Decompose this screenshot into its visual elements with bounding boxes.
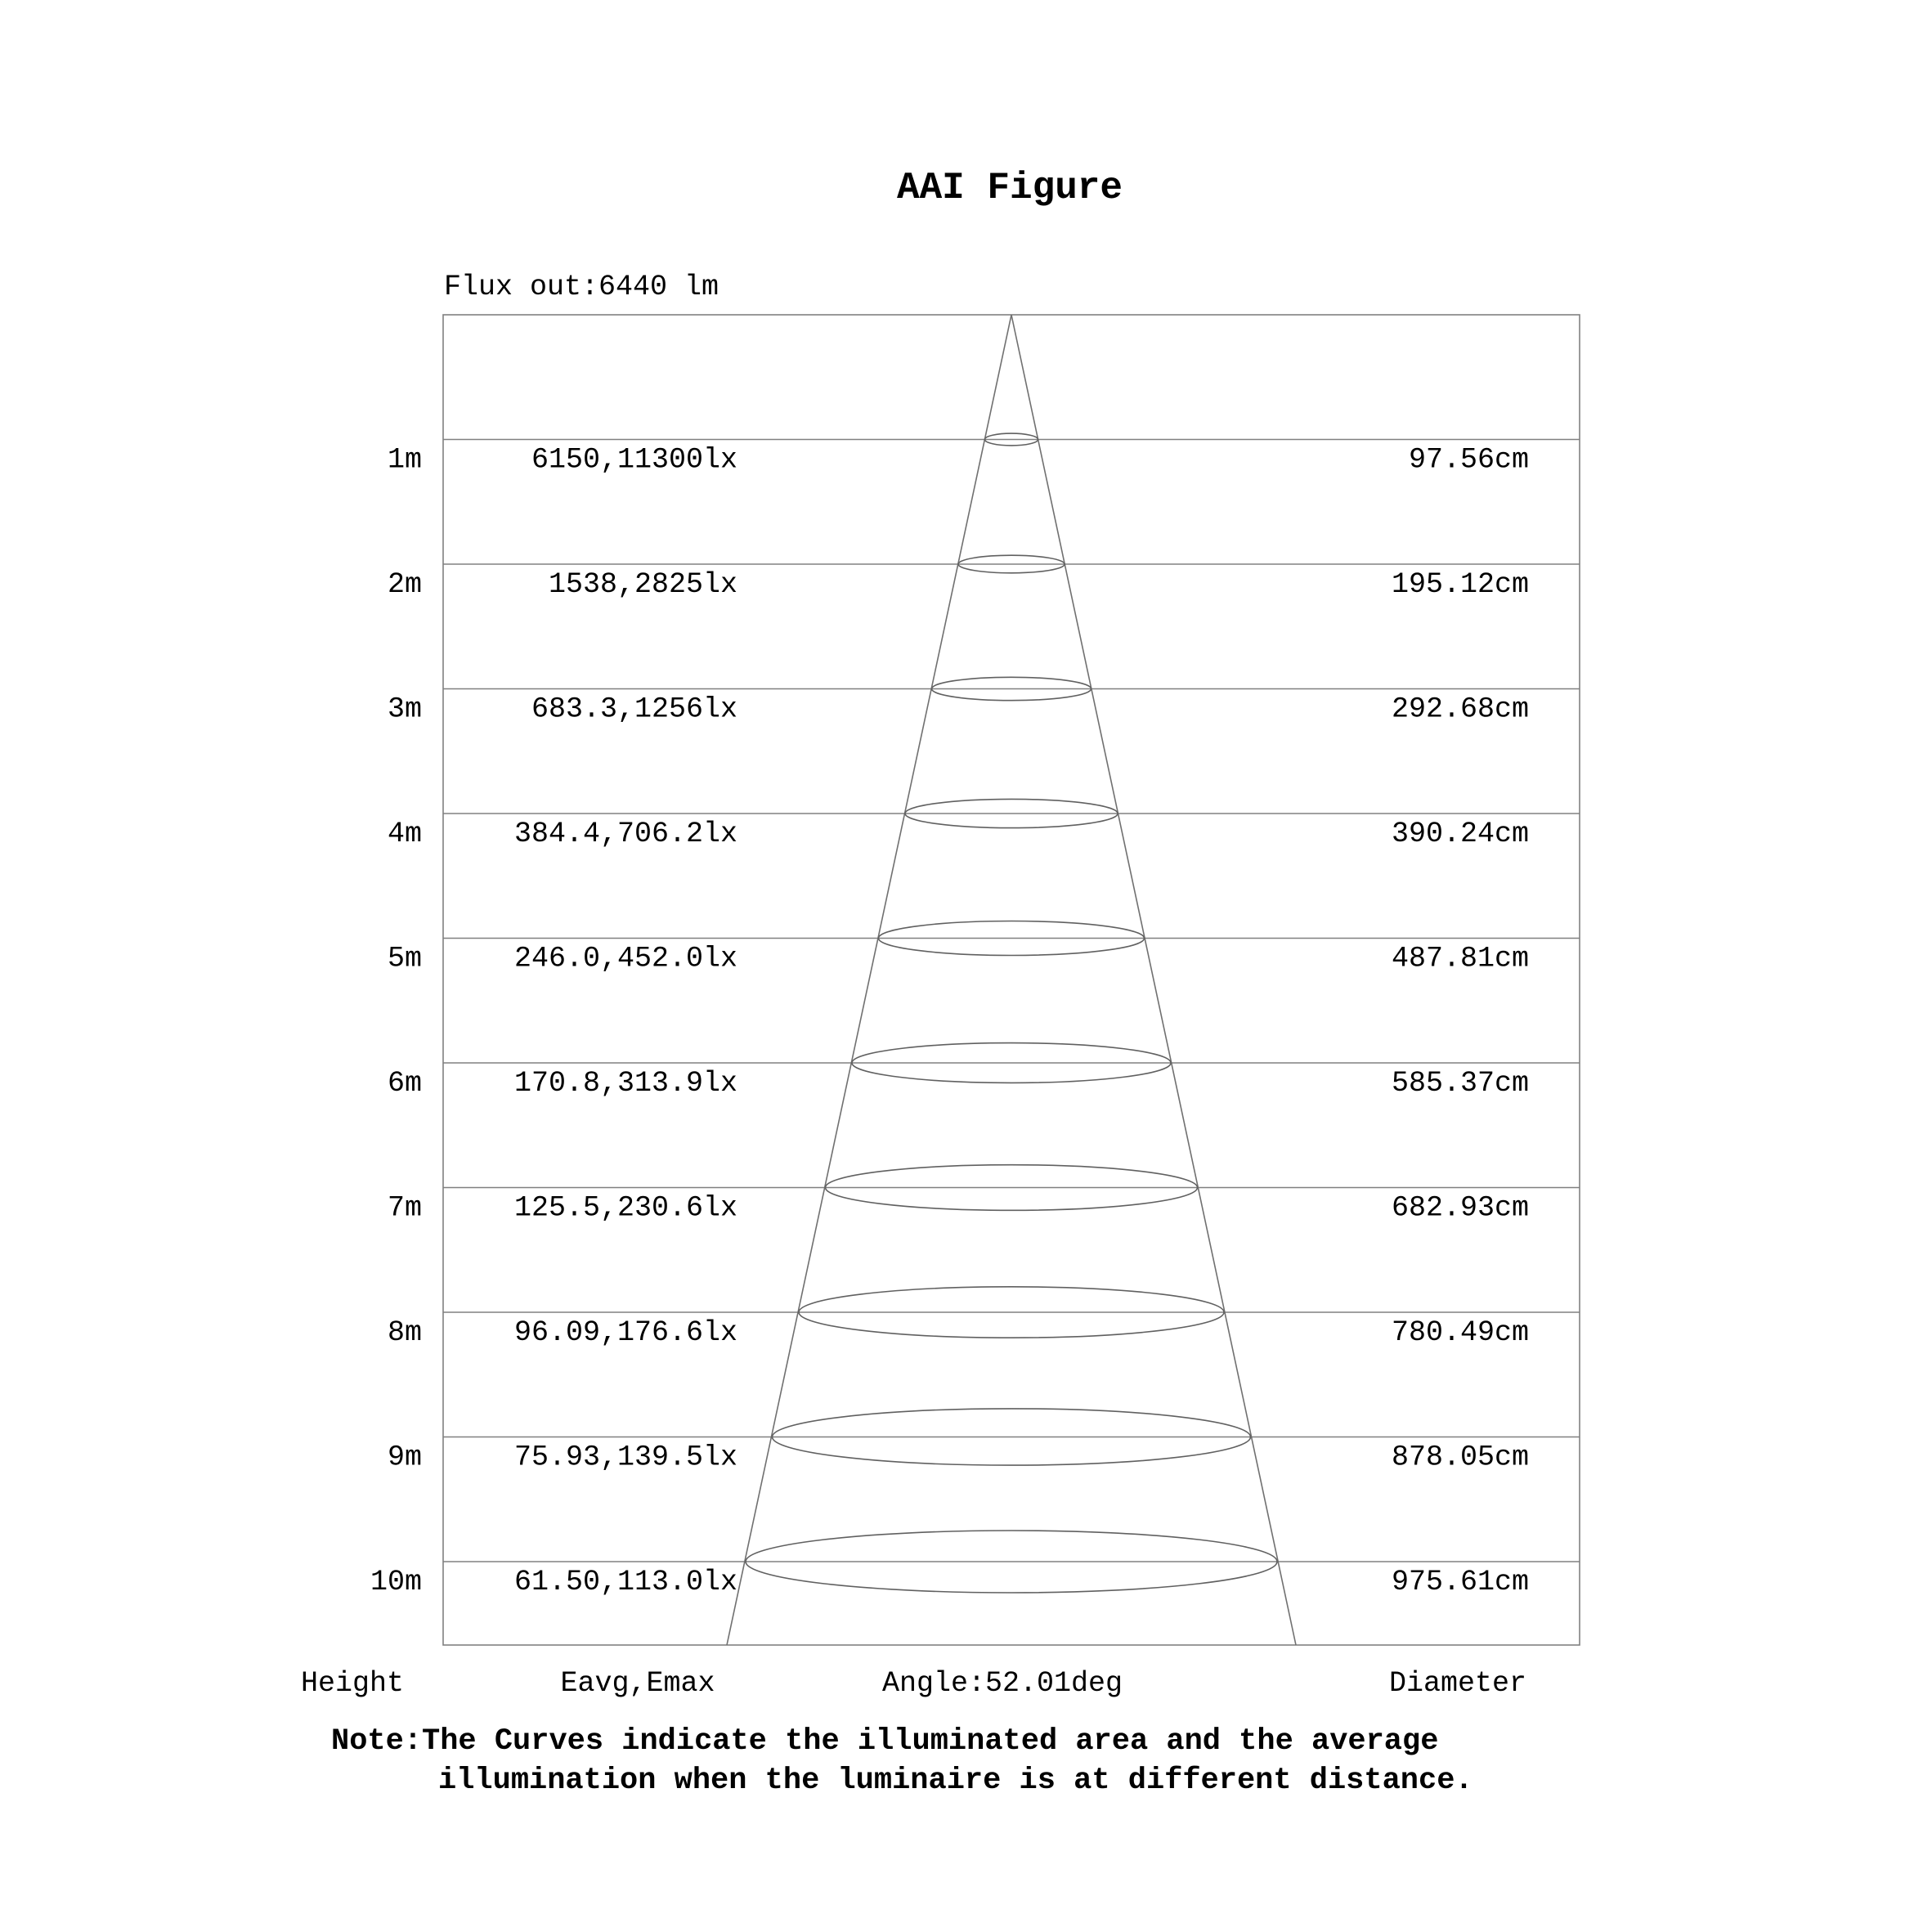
row-height-label: 9m: [387, 1441, 422, 1474]
row-height-label: 5m: [387, 942, 422, 975]
row-height-label: 6m: [387, 1067, 422, 1100]
flux-label: Flux out:6440 lm: [444, 271, 719, 303]
figure-title: AAI Figure: [896, 167, 1123, 209]
row-diameter-label: 780.49cm: [1391, 1316, 1529, 1349]
row-illuminance-label: 1538,2825lx: [548, 568, 737, 601]
row-diameter-label: 390.24cm: [1391, 818, 1529, 850]
cone-right-edge: [1011, 315, 1296, 1645]
row-diameter-label: 682.93cm: [1391, 1191, 1529, 1225]
row-diameter-label: 97.56cm: [1408, 443, 1529, 477]
row-diameter-label: 292.68cm: [1391, 693, 1529, 726]
row-illuminance-label: 683.3,1256lx: [531, 693, 737, 726]
row-illuminance-label: 96.09,176.6lx: [513, 1316, 737, 1349]
row-diameter-label: 878.05cm: [1391, 1441, 1529, 1474]
row-illuminance-label: 246.0,452.0lx: [513, 942, 737, 975]
row-diameter-label: 585.37cm: [1391, 1067, 1529, 1100]
row-diameter-label: 975.61cm: [1391, 1566, 1529, 1598]
beam-rings: [746, 433, 1277, 1593]
footer-diameter-label: Diameter: [1388, 1667, 1526, 1700]
row-height-label: 8m: [387, 1316, 422, 1349]
row-diameter-label: 195.12cm: [1391, 568, 1529, 601]
cone-left-edge: [727, 315, 1011, 1645]
footer-height-label: Height: [301, 1667, 405, 1700]
row-illuminance-label: 384.4,706.2lx: [513, 818, 737, 850]
row-illuminance-label: 6150,11300lx: [531, 443, 737, 477]
row-height-label: 10m: [370, 1566, 422, 1598]
row-illuminance-label: 75.93,139.5lx: [513, 1441, 737, 1474]
note-line-1: Note:The Curves indicate the illuminated area and the average: [331, 1724, 1439, 1759]
row-height-label: 2m: [387, 568, 422, 601]
row-dividers: [443, 440, 1580, 1562]
row-illuminance-label: 170.8,313.9lx: [513, 1067, 737, 1100]
row-diameter-label: 487.81cm: [1391, 942, 1529, 975]
row-illuminance-label: 61.50,113.0lx: [513, 1566, 737, 1598]
row-height-label: 4m: [387, 818, 422, 850]
row-height-label: 1m: [387, 443, 422, 477]
footer-angle-label: Angle:52.01deg: [881, 1667, 1123, 1700]
beam-cone: [727, 315, 1296, 1645]
note-line-2: illumination when the luminaire is at different distance.: [438, 1764, 1473, 1798]
row-illuminance-label: 125.5,230.6lx: [513, 1191, 737, 1225]
row-height-label: 3m: [387, 693, 422, 726]
row-labels: [370, 444, 1529, 1599]
footer-eavg-label: Eavg,Emax: [560, 1667, 715, 1700]
row-height-label: 7m: [387, 1191, 422, 1225]
